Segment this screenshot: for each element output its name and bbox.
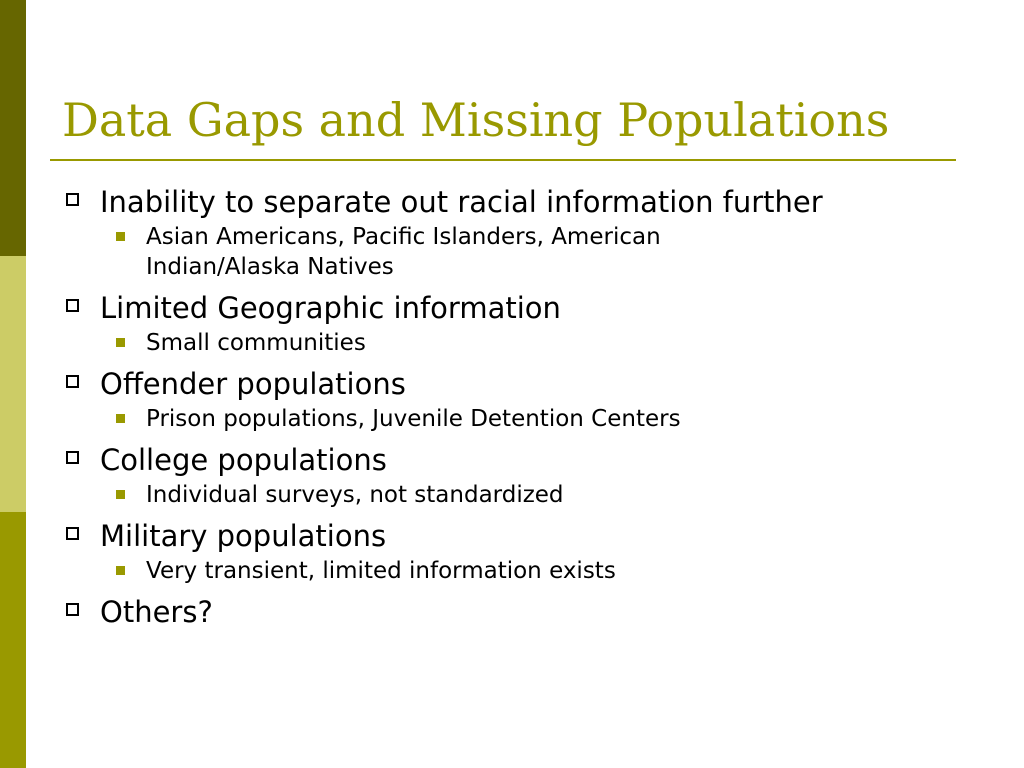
sub-bullet-item xyxy=(100,222,1002,282)
filled-square-icon xyxy=(116,414,125,423)
sub-bullet-item xyxy=(100,556,1002,586)
sidebar-band-olive xyxy=(0,512,26,768)
sub-bullet-list xyxy=(100,556,1002,586)
sub-bullet-list xyxy=(100,222,1002,282)
hollow-square-icon xyxy=(66,451,79,464)
bullet-item xyxy=(62,182,1002,282)
filled-square-icon xyxy=(116,338,125,347)
hollow-square-icon xyxy=(66,193,79,206)
sidebar-band-dark xyxy=(0,0,26,256)
hollow-square-icon xyxy=(66,603,79,616)
bullet-item xyxy=(62,516,1002,586)
bullet-item xyxy=(62,440,1002,510)
hollow-square-icon xyxy=(66,299,79,312)
bullet-text: Inability to separate out racial information further xyxy=(100,185,823,219)
sub-bullet-text: Individual surveys, not standardized xyxy=(146,482,564,508)
sidebar-band-light xyxy=(0,256,26,512)
filled-square-icon xyxy=(116,232,125,241)
sub-bullet-item xyxy=(100,480,1002,510)
sub-bullet-text: Asian Americans, Pacific Islanders, American Indian/Alaska Natives xyxy=(146,224,661,280)
sub-bullet-list xyxy=(100,328,1002,358)
bullet-text: Offender populations xyxy=(100,367,406,401)
bullet-text: Military populations xyxy=(100,519,387,553)
sub-bullet-item xyxy=(100,404,1002,434)
bullet-text: College populations xyxy=(100,443,387,477)
bullet-item xyxy=(62,592,1002,632)
slide-title: Data Gaps and Missing Populations xyxy=(62,93,890,147)
sub-bullet-list xyxy=(100,480,1002,510)
sub-bullet-text: Prison populations, Juvenile Detention Centers xyxy=(146,406,681,432)
hollow-square-icon xyxy=(66,375,79,388)
sub-bullet-item xyxy=(100,328,1002,358)
sub-bullet-text: Small communities xyxy=(146,330,366,356)
title-divider xyxy=(50,159,956,161)
sub-bullet-list xyxy=(100,404,1002,434)
bullet-item xyxy=(62,288,1002,358)
bullet-item xyxy=(62,364,1002,434)
filled-square-icon xyxy=(116,566,125,575)
sub-bullet-text: Very transient, limited information exists xyxy=(146,558,616,584)
bullet-list xyxy=(62,182,1002,632)
hollow-square-icon xyxy=(66,527,79,540)
bullet-text: Limited Geographic information xyxy=(100,291,561,325)
bullet-text: Others? xyxy=(100,595,213,629)
filled-square-icon xyxy=(116,490,125,499)
